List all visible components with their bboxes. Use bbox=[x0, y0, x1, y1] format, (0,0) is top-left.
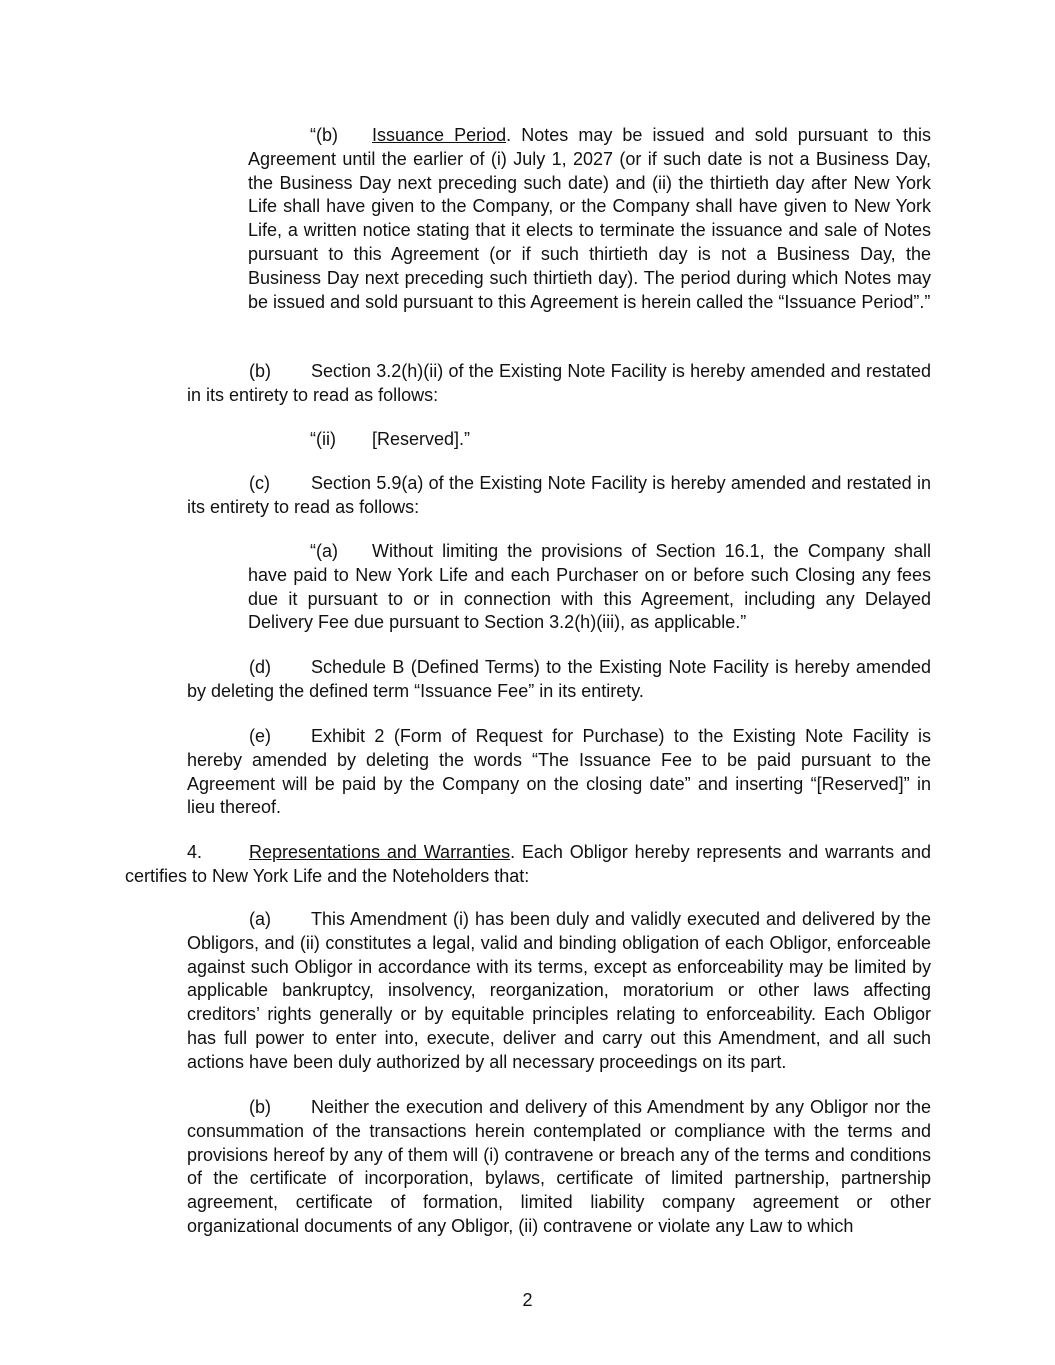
paragraph-text: This Amendment (i) has been duly and validly executed and delivered by the Obligors, and (ii) constitutes a legal, valid and binding obligation of each Obligor, enforceable against such Obligor in accordance with its terms, except as enforceability may be limited by applicable bankruptcy, insolvency, reorganization, moratorium or other laws affecting creditors’ rights generally or by equitable principles relating to enforceability. Each Obligor has full power to enter into, execute, deliver and carry out this Amendment, and all such actions have been duly authorized by all necessary proceedings on its part. bbox=[187, 909, 931, 1072]
paragraph-without-limiting bbox=[248, 540, 931, 635]
section-number: 4. bbox=[187, 842, 203, 862]
paragraph-marker: “(ii) bbox=[310, 429, 336, 449]
paragraph-rep-b bbox=[187, 1096, 931, 1239]
paragraph-marker: (e) bbox=[249, 726, 271, 746]
page-number: 2 bbox=[522, 1290, 533, 1310]
section-heading: Representations and Warranties bbox=[249, 842, 511, 862]
paragraph-text: . Notes may be issued and sold pursuant to this Agreement until the earlier of (i) July 1, 2027 (or if such date is not a Business Day, the Business Day next preceding such date) and (ii) the thirtieth day after New York Life shall have given to the Company, or the Company shall have given to New York Life, a written notice stating that it elects to terminate the issuance and sale of Notes pursuant to this Agreement (or if such thirtieth day is not a Business Day, the Business Day next preceding such thirtieth day). The period during which Notes may be issued and sold pursuant to this Agreement is herein called the “Issuance Period”.” bbox=[248, 125, 932, 312]
paragraph-text: Neither the execution and delivery of this Amendment by any Obligor nor the consummation of the transactions herein contemplated or compliance with the terms and provisions hereof by any of them will (i) contravene or breach any of the terms and conditions of the certificate of incorporation, bylaws, certificate of limited partnership, partnership agreement, certificate of formation, limited liability company agreement or other organizational documents of any Obligor, (ii) contravene or violate any Law to which bbox=[187, 1097, 931, 1236]
paragraph-rep-a bbox=[187, 908, 931, 1075]
paragraph-marker: (b) bbox=[249, 361, 271, 381]
paragraph-marker: “(a) bbox=[310, 541, 338, 561]
paragraph-marker: “(b) bbox=[310, 125, 338, 145]
paragraph-text: Exhibit 2 (Form of Request for Purchase) to the Existing Note Facility is hereby amended by deleting the words “The Issuance Fee to be paid pursuant to the Agreement will be paid by the Company on the closing date” and inserting “[Reserved]” in lieu thereof. bbox=[187, 726, 931, 818]
paragraph-text: Without limiting the provisions of Section 16.1, the Company shall have paid to New York Life and each Purchaser on or before such Closing any fees due it pursuant to or in connection with this Agreement, including any Delayed Delivery Fee due pursuant to Section 3.2(h)(iii), as applicable.” bbox=[248, 541, 931, 633]
paragraph-amendment-c bbox=[187, 472, 931, 520]
paragraph-marker: (c) bbox=[249, 473, 270, 493]
paragraph-text: Schedule B (Defined Terms) to the Existing Note Facility is hereby amended by deleting the defined term “Issuance Fee” in its entirety. bbox=[187, 657, 931, 701]
section-heading: Issuance Period bbox=[372, 125, 507, 145]
paragraph-issuance-period bbox=[248, 124, 931, 314]
paragraph-amendment-d bbox=[187, 656, 931, 704]
paragraph-amendment-b bbox=[187, 360, 931, 408]
paragraph-marker: (d) bbox=[249, 657, 271, 677]
paragraph-text: Section 5.9(a) of the Existing Note Facility is hereby amended and restated in its entirety to read as follows: bbox=[187, 473, 931, 517]
paragraph-marker: (a) bbox=[249, 909, 271, 929]
paragraph-reserved-ii bbox=[310, 428, 931, 452]
paragraph-text: [Reserved].” bbox=[372, 429, 471, 449]
paragraph-section-4 bbox=[125, 841, 931, 889]
paragraph-text: . Each Obligor hereby represents and warrants and certifies to New York Life and the Noteholders that: bbox=[125, 842, 931, 886]
paragraph-amendment-e bbox=[187, 725, 931, 820]
paragraph-marker: (b) bbox=[249, 1097, 271, 1117]
paragraph-text: Section 3.2(h)(ii) of the Existing Note Facility is hereby amended and restated in its entirety to read as follows: bbox=[187, 361, 931, 405]
